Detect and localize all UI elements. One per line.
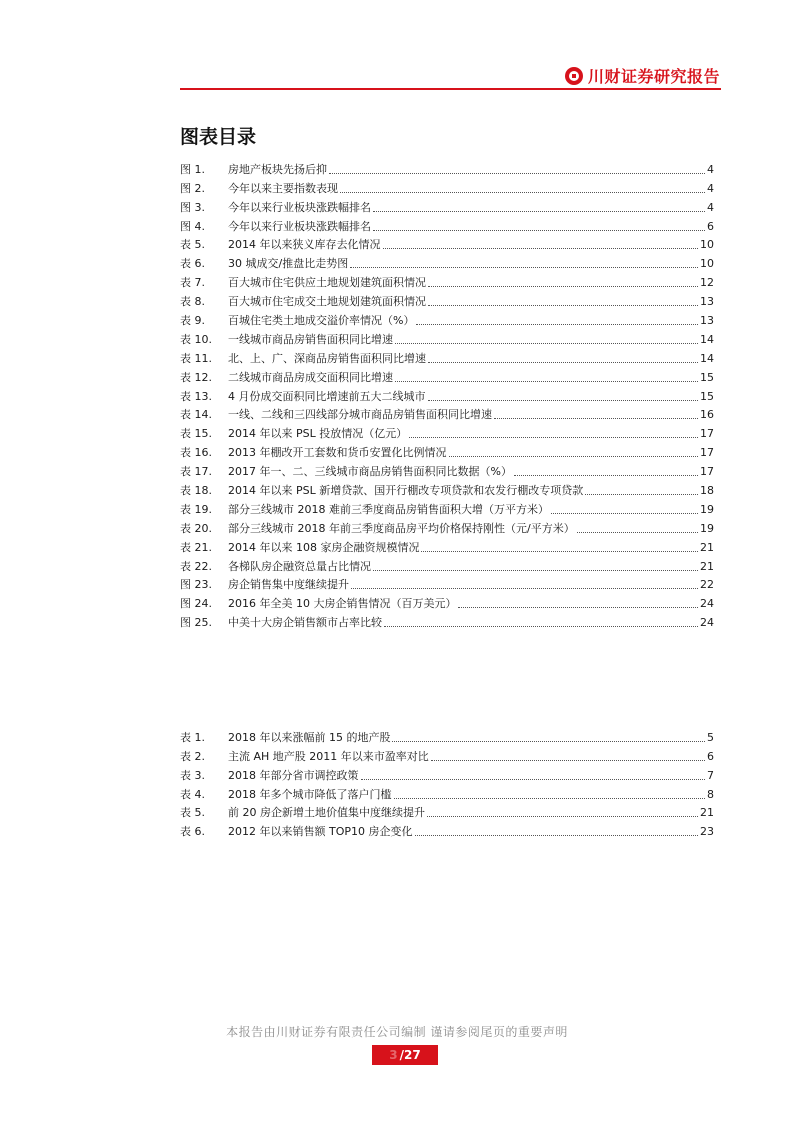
toc-entry-page: 14 xyxy=(700,332,714,346)
toc-entry-label: 表 8. xyxy=(180,295,205,309)
toc-dot-leader xyxy=(392,741,705,742)
toc-dot-leader xyxy=(427,816,698,817)
toc-entry-label: 表 9. xyxy=(180,314,205,328)
toc-entry-label: 图 25. xyxy=(180,616,212,630)
toc-entry-label: 表 11. xyxy=(180,351,212,365)
toc-entry-label: 表 12. xyxy=(180,370,212,384)
toc-entry-label: 表 10. xyxy=(180,332,212,346)
toc-entry[interactable] xyxy=(180,745,714,764)
toc-dot-leader xyxy=(351,588,698,589)
toc-entry-page: 7 xyxy=(707,768,714,782)
toc-entry-label: 表 15. xyxy=(180,427,212,441)
toc-entry-label: 表 5. xyxy=(180,806,205,820)
toc-entry-page: 17 xyxy=(700,465,714,479)
toc-entry[interactable] xyxy=(180,574,714,593)
toc-entry-title: 4 月份成交面积同比增速前五大二线城市 xyxy=(228,389,426,403)
toc-dot-leader xyxy=(350,267,698,268)
toc-entry-page: 13 xyxy=(700,314,714,328)
page-total: /27 xyxy=(399,1048,421,1062)
toc-dot-leader xyxy=(494,418,698,419)
toc-entry[interactable] xyxy=(180,347,714,366)
toc-entry-page: 12 xyxy=(700,276,714,290)
toc-entry-page: 19 xyxy=(700,502,714,516)
toc-entry-label: 表 18. xyxy=(180,484,212,498)
toc-dot-leader xyxy=(449,456,699,457)
toc-entry[interactable] xyxy=(180,234,714,253)
toc-entry[interactable] xyxy=(180,271,714,290)
toc-entry-page: 10 xyxy=(700,257,714,271)
toc-entry-title: 2014 年以来 108 家房企融资规模情况 xyxy=(228,540,420,554)
toc-entry-title: 百城住宅类土地成交溢价率情况（%） xyxy=(228,314,415,328)
toc-entry-page: 13 xyxy=(700,295,714,309)
toc-entry-label: 表 20. xyxy=(180,521,212,535)
toc-entry-title: 今年以来行业板块涨跌幅排名 xyxy=(228,200,371,214)
toc-dot-leader xyxy=(373,230,705,231)
toc-entry-page: 24 xyxy=(700,616,714,630)
toc-entry[interactable] xyxy=(180,404,714,423)
toc-entry[interactable] xyxy=(180,479,714,498)
tables-list xyxy=(180,726,714,839)
toc-entry-page: 23 xyxy=(700,825,714,839)
toc-entry-title: 2018 年以来涨幅前 15 的地产股 xyxy=(228,730,391,744)
toc-dot-leader xyxy=(428,286,698,287)
toc-entry-title: 各梯队房企融资总量占比情况 xyxy=(228,559,371,573)
toc-entry-title: 部分三线城市 2018 难前三季度商品房销售面积大增（万平方米） xyxy=(228,502,549,516)
toc-dot-leader xyxy=(551,513,698,514)
page-number-badge xyxy=(372,1045,438,1065)
toc-dot-leader xyxy=(373,211,705,212)
toc-entry[interactable] xyxy=(180,177,714,196)
toc-entry[interactable] xyxy=(180,517,714,536)
toc-entry[interactable] xyxy=(180,802,714,821)
toc-entry-label: 表 6. xyxy=(180,825,205,839)
toc-entry-label: 表 19. xyxy=(180,502,212,516)
toc-entry[interactable] xyxy=(180,328,714,347)
toc-entry-page: 21 xyxy=(700,806,714,820)
toc-entry[interactable] xyxy=(180,555,714,574)
toc-entry[interactable] xyxy=(180,385,714,404)
toc-entry-title: 今年以来行业板块涨跌幅排名 xyxy=(228,219,371,233)
toc-dot-leader xyxy=(394,798,706,799)
toc-entry-label: 图 23. xyxy=(180,578,212,592)
toc-entry-label: 表 14. xyxy=(180,408,212,422)
toc-entry-label: 表 17. xyxy=(180,465,212,479)
toc-dot-leader xyxy=(373,570,698,571)
toc-entry-page: 15 xyxy=(700,370,714,384)
toc-entry-page: 4 xyxy=(707,181,714,195)
toc-entry-page: 17 xyxy=(700,427,714,441)
toc-entry-label: 图 24. xyxy=(180,597,212,611)
toc-entry-label: 表 13. xyxy=(180,389,212,403)
toc-entry[interactable] xyxy=(180,441,714,460)
toc-entry[interactable] xyxy=(180,290,714,309)
toc-entry-title: 2013 年棚改开工套数和货币安置化比例情况 xyxy=(228,446,447,460)
toc-entry-title: 2014 年以来狭义库存去化情况 xyxy=(228,238,381,252)
toc-entry[interactable] xyxy=(180,764,714,783)
toc-entry-title: 二线城市商品房成交面积同比增速 xyxy=(228,370,393,384)
toc-entry-label: 表 3. xyxy=(180,768,205,782)
toc-entry-title: 2018 年部分省市调控政策 xyxy=(228,768,359,782)
toc-entry-page: 10 xyxy=(700,238,714,252)
toc-dot-leader xyxy=(395,381,698,382)
toc-entry-title: 2017 年一、二、三线城市商品房销售面积同比数据（%） xyxy=(228,465,512,479)
toc-entry-title: 2014 年以来 PSL 新增贷款、国开行棚改专项贷款和农发行棚改专项贷款 xyxy=(228,484,584,498)
toc-entry[interactable] xyxy=(180,592,714,611)
header-divider xyxy=(180,88,721,90)
toc-entry-label: 图 3. xyxy=(180,200,205,214)
toc-entry-title: 主流 AH 地产股 2011 年以来市盈率对比 xyxy=(228,749,429,763)
toc-entry-title: 部分三线城市 2018 年前三季度商品房平均价格保持刚性（元/平方米） xyxy=(228,521,575,535)
toc-dot-leader xyxy=(458,607,698,608)
toc-entry-title: 一线城市商品房销售面积同比增速 xyxy=(228,332,393,346)
toc-entry[interactable] xyxy=(180,309,714,328)
toc-dot-leader xyxy=(428,400,699,401)
toc-entry-title: 30 城成交/推盘比走势图 xyxy=(228,257,349,271)
toc-dot-leader xyxy=(383,248,699,249)
toc-dot-leader xyxy=(431,760,705,761)
toc-entry-page: 4 xyxy=(707,200,714,214)
toc-entry[interactable] xyxy=(180,498,714,517)
toc-entry[interactable] xyxy=(180,366,714,385)
toc-dot-leader xyxy=(577,532,698,533)
toc-entry-label: 表 22. xyxy=(180,559,212,573)
header-brand xyxy=(565,64,720,87)
toc-entry-page: 5 xyxy=(707,730,714,744)
toc-dot-leader xyxy=(384,626,698,627)
toc-dot-leader xyxy=(428,362,698,363)
toc-entry-title: 今年以来主要指数表现 xyxy=(228,181,338,195)
toc-entry[interactable] xyxy=(180,422,714,441)
toc-dot-leader xyxy=(415,835,699,836)
footer-disclaimer: 本报告由川财证券有限责任公司编制 谨请参阅尾页的重要声明 xyxy=(226,1025,568,1039)
toc-dot-leader xyxy=(340,192,705,193)
toc-entry-page: 14 xyxy=(700,351,714,365)
toc-entry-page: 6 xyxy=(707,219,714,233)
toc-entry[interactable] xyxy=(180,611,714,630)
toc-dot-leader xyxy=(416,324,698,325)
toc-entry-page: 15 xyxy=(700,389,714,403)
toc-entry-title: 北、上、广、深商品房销售面积同比增速 xyxy=(228,351,426,365)
toc-entry-title: 前 20 房企新增土地价值集中度继续提升 xyxy=(228,806,425,820)
toc-entry-title: 房企销售集中度继续提升 xyxy=(228,578,349,592)
toc-entry-label: 表 5. xyxy=(180,238,205,252)
toc-entry-page: 4 xyxy=(707,162,714,176)
brand-name: 川财证券研究报告 xyxy=(587,67,720,86)
toc-entry-title: 房地产板块先扬后抑 xyxy=(228,162,327,176)
toc-entry-page: 8 xyxy=(707,787,714,801)
toc-entry-label: 表 6. xyxy=(180,257,205,271)
toc-dot-leader xyxy=(428,305,698,306)
toc-entry-page: 21 xyxy=(700,559,714,573)
toc-dot-leader xyxy=(409,437,698,438)
brand-logo-icon xyxy=(565,67,583,85)
toc-entry-page: 19 xyxy=(700,521,714,535)
toc-entry-label: 表 1. xyxy=(180,730,205,744)
toc-entry-title: 2016 年全美 10 大房企销售情况（百万美元） xyxy=(228,597,457,611)
toc-entry-title: 百大城市住宅成交土地规划建筑面积情况 xyxy=(228,295,426,309)
toc-entry-page: 24 xyxy=(700,597,714,611)
toc-entry-title: 中美十大房企销售额市占率比较 xyxy=(228,616,382,630)
toc-entry-title: 百大城市住宅供应土地规划建筑面积情况 xyxy=(228,276,426,290)
toc-entry-title: 2014 年以来 PSL 投放情况（亿元） xyxy=(228,427,408,441)
toc-entry[interactable] xyxy=(180,783,714,802)
toc-dot-leader xyxy=(585,494,698,495)
toc-entry-page: 16 xyxy=(700,408,714,422)
toc-entry-label: 表 16. xyxy=(180,446,212,460)
toc-dot-leader xyxy=(361,779,706,780)
toc-entry[interactable] xyxy=(180,460,714,479)
toc-entry-title: 2012 年以来销售额 TOP10 房企变化 xyxy=(228,825,413,839)
toc-entry-title: 一线、二线和三四线部分城市商品房销售面积同比增速 xyxy=(228,408,492,422)
toc-entry-page: 18 xyxy=(700,484,714,498)
toc-entry[interactable] xyxy=(180,215,714,234)
toc-dot-leader xyxy=(421,551,698,552)
toc-entry-label: 表 21. xyxy=(180,540,212,554)
toc-entry[interactable] xyxy=(180,820,714,839)
current-page-number: 3 xyxy=(389,1048,398,1062)
toc-entry-label: 表 4. xyxy=(180,787,205,801)
toc-dot-leader xyxy=(395,343,698,344)
toc-entry[interactable] xyxy=(180,196,714,215)
toc-entry[interactable] xyxy=(180,726,714,745)
toc-entry[interactable] xyxy=(180,536,714,555)
toc-entry-page: 17 xyxy=(700,446,714,460)
toc-entry-label: 表 7. xyxy=(180,276,205,290)
toc-title: 图表目录 xyxy=(180,126,257,148)
toc-entry[interactable] xyxy=(180,158,714,177)
toc-entry-label: 表 2. xyxy=(180,749,205,763)
figures-list xyxy=(180,158,714,630)
toc-dot-leader xyxy=(329,173,705,174)
toc-entry-page: 22 xyxy=(700,578,714,592)
toc-entry-page: 21 xyxy=(700,540,714,554)
toc-entry-label: 图 4. xyxy=(180,219,205,233)
toc-entry[interactable] xyxy=(180,252,714,271)
toc-entry-label: 图 2. xyxy=(180,181,205,195)
toc-entry-page: 6 xyxy=(707,749,714,763)
toc-entry-title: 2018 年多个城市降低了落户门槛 xyxy=(228,787,392,801)
toc-entry-label: 图 1. xyxy=(180,162,205,176)
toc-dot-leader xyxy=(514,475,698,476)
